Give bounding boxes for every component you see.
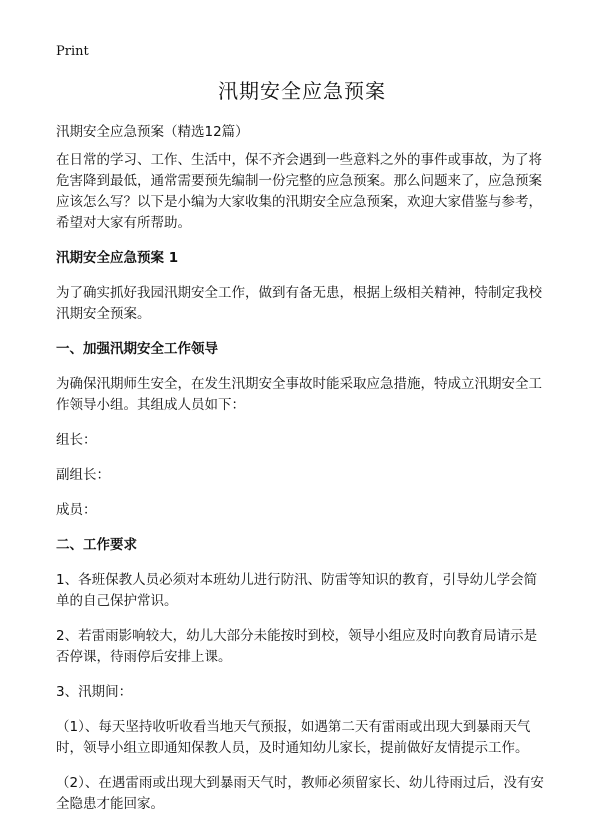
requirement-item-2: 2、若雷雨影响较大，幼儿大部分未能按时到校，领导小组应及时向教育局请示是否停课，待雨停后安排上课。 (56, 628, 538, 665)
document-subtitle: 汛期安全应急预案（精选12篇） (56, 124, 249, 140)
part2-heading: 二、工作要求 (56, 537, 137, 553)
requirement-sub-item-2: （2）、在遇雷雨或出现大到暴雨天气时，教师必须留家长、幼儿待雨过后，没有安全隐患才能回家。 (56, 775, 544, 812)
leader-line: 组长： (56, 432, 97, 448)
vice-leader-line: 副组长： (56, 467, 110, 483)
document-title: 汛期安全应急预案 (218, 79, 386, 103)
requirement-sub-item-1: （1）、每天坚持收听收看当地天气预报，如遇第二天有雷雨或出现大到暴雨天气时，领导小组立即通知保教人员，及时通知幼儿家长，提前做好友情提示工作。 (56, 719, 531, 756)
intro-paragraph: 在日常的学习、工作、生活中，保不齐会遇到一些意料之外的事件或事故，为了将危害降到最低，通常需要预先编制一份完整的应急预案。那么问题来了，应急预案应该怎么写？以下是小编为大家收集的汛期安全应急预案，欢迎大家借鉴与参考，希望对大家有所帮助。 (56, 152, 542, 231)
section-intro-paragraph: 为了确实抓好我园汛期安全工作，做到有备无患，根据上级相关精神，特制定我校汛期安全预案。 (56, 285, 542, 322)
print-link[interactable]: Print (56, 44, 89, 59)
part1-paragraph: 为确保汛期师生安全，在发生汛期安全事故时能采取应急措施，特成立汛期安全工作领导小组。其组成人员如下： (56, 376, 542, 413)
members-line: 成员： (56, 502, 97, 518)
part1-heading: 一、加强汛期安全工作领导 (56, 341, 218, 357)
document-body (56, 74, 548, 829)
section-heading: 汛期安全应急预案 1 (56, 250, 179, 266)
requirement-item-1: 1、各班保教人员必须对本班幼儿进行防汛、防雷等知识的教育，引导幼儿学会简单的自己保护常识。 (56, 572, 538, 609)
requirement-item-3: 3、汛期间： (56, 684, 133, 700)
